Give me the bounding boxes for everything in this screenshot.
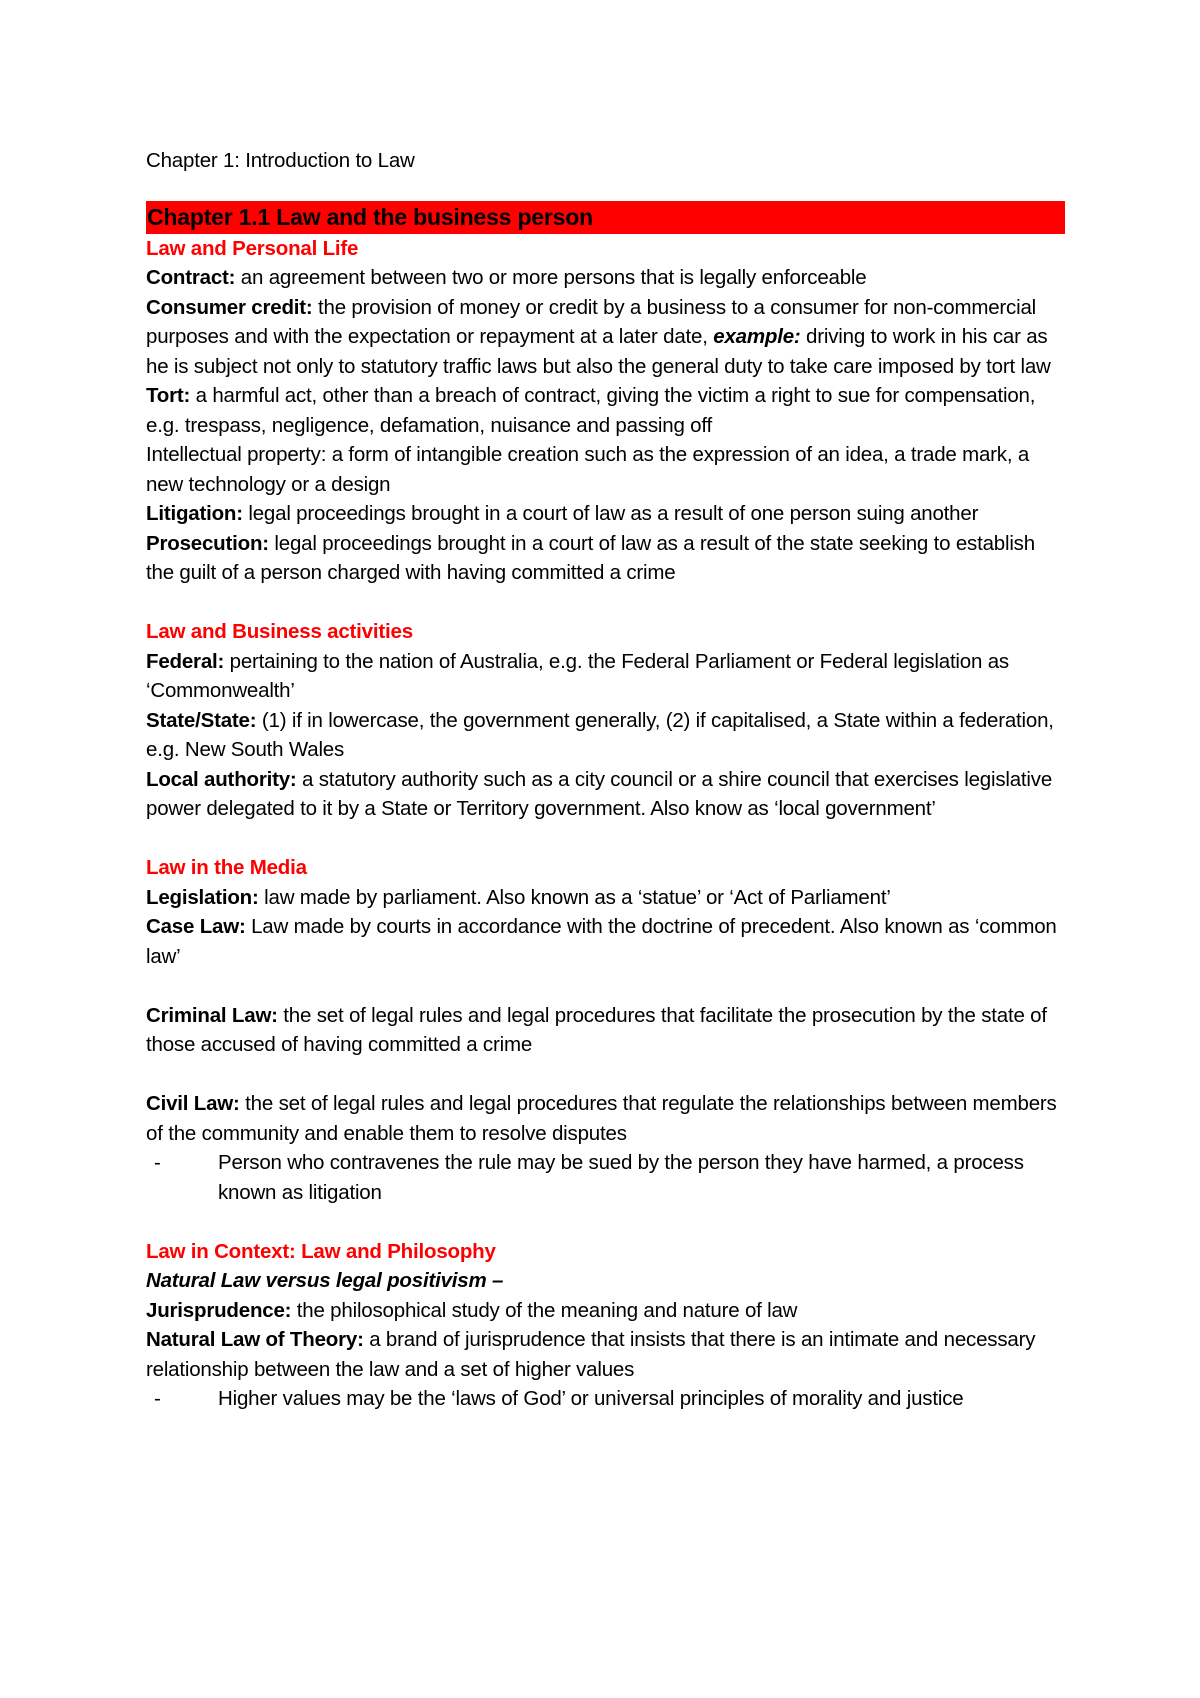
definition-consumer-credit [146,293,1066,382]
definition-tort [146,381,1066,440]
term-consumer-credit: Consumer credit: [146,295,313,319]
term-tort: Tort: [146,384,191,407]
example-label: example: [713,325,801,348]
definition-local-authority-text: a statutory authority such as a city council or a shire council that exercises legislative power delegated to it by a State or Territory government. Also know as ‘local government’ [146,767,1053,820]
spacer [146,588,1066,618]
list-item-higher-values [146,1384,1066,1414]
section-heading-media: Law in the Media [146,856,307,879]
term-state: State/State: [146,708,257,732]
term-contract: Contract: [146,266,236,289]
definition-tort-text: a harmful act, other than a breach of contract, giving the victim a right to sue for compensation, e.g. trespass, negligence, defamation, nuisance and passing off [146,384,1036,437]
term-federal: Federal: [146,649,225,673]
dash-bullet: - [154,1151,161,1174]
subheading-natural-law: Natural Law versus legal positivism – [146,1269,504,1292]
definition-civil-law [146,1089,1066,1148]
section-heading-philosophy: Law in Context: Law and Philosophy [146,1239,496,1263]
definition-jurisprudence [146,1296,1066,1326]
document-title: Chapter 1: Introduction to Law [146,149,415,172]
definition-natural-law-theory-text: a brand of jurisprudence that insists that there is an intimate and necessary relationship between the law and a set of higher values [146,1328,1036,1381]
term-case-law: Case Law: [146,915,246,938]
term-legislation: Legislation: [146,885,259,909]
definition-civil-law-text: the set of legal rules and legal procedures that regulate the relationships between members of the community and enable them to resolve disputes [146,1092,1057,1145]
dash-bullet: - [154,1387,161,1410]
term-litigation: Litigation: [146,502,243,525]
definition-case-law-text: Law made by courts in accordance with the doctrine of precedent. Also known as ‘common law’ [146,915,1057,968]
term-civil-law: Civil Law: [146,1092,240,1115]
definition-federal [146,647,1066,706]
spacer [146,1060,1066,1090]
section-heading-personal-life: Law and Personal Life [146,236,359,260]
list-item-text: Higher values may be the ‘laws of God’ or universal principles of morality and justice [218,1387,964,1410]
document-page [146,146,1066,1414]
definition-federal-text: pertaining to the nation of Australia, e.g. the Federal Parliament or Federal legislation as ‘Commonwealth’ [146,649,1009,702]
definition-litigation [146,499,1066,529]
spacer [146,824,1066,854]
term-natural-law-theory: Natural Law of Theory: [146,1328,364,1351]
spacer [146,1207,1066,1237]
definition-state-text: (1) if in lowercase, the government generally, (2) if capitalised, a State within a federation, e.g. New South Wales [146,708,1054,761]
definition-legislation [146,883,1066,913]
term-criminal-law: Criminal Law: [146,1003,278,1027]
definition-state [146,706,1066,765]
definition-consumer-credit-example: driving to work in his car as he is subject not only to statutory traffic laws but also the general duty to take care imposed by tort law [146,325,1051,378]
spacer [146,971,1066,1001]
definition-consumer-credit-text: the provision of money or credit by a business to a consumer for non-commercial purposes and with the expectation or repayment at a later date, [146,295,1037,348]
definition-contract [146,263,1066,293]
definition-prosecution-text: legal proceedings brought in a court of law as a result of the state seeking to establish the guilt of a person charged with having committed a crime [146,531,1035,584]
definition-case-law [146,912,1066,971]
definition-criminal-law [146,1001,1066,1060]
term-prosecution: Prosecution: [146,531,269,555]
chapter-heading: Chapter 1.1 Law and the business person [146,201,1065,234]
definition-criminal-law-text: the set of legal rules and legal procedures that facilitate the prosecution by the state of those accused of having committed a crime [146,1003,1047,1056]
definition-local-authority [146,765,1066,824]
definition-natural-law-theory [146,1325,1066,1384]
list-item-text: Person who contravenes the rule may be sued by the person they have harmed, a process known as litigation [218,1151,1024,1204]
definition-intellectual-property: Intellectual property: a form of intangible creation such as the expression of an idea, a trade mark, a new technology or a design [146,443,1030,496]
term-jurisprudence: Jurisprudence: [146,1298,292,1322]
definition-prosecution [146,529,1066,588]
definition-jurisprudence-text: the philosophical study of the meaning and nature of law [291,1298,798,1322]
definition-legislation-text: law made by parliament. Also known as a ‘statue’ or ‘Act of Parliament’ [258,885,891,909]
term-local-authority: Local authority: [146,767,297,791]
definition-contract-text: an agreement between two or more persons that is legally enforceable [235,266,867,289]
section-heading-business: Law and Business activities [146,620,413,643]
list-item-civil-law [146,1148,1066,1207]
definition-litigation-text: legal proceedings brought in a court of law as a result of one person suing another [242,502,979,525]
